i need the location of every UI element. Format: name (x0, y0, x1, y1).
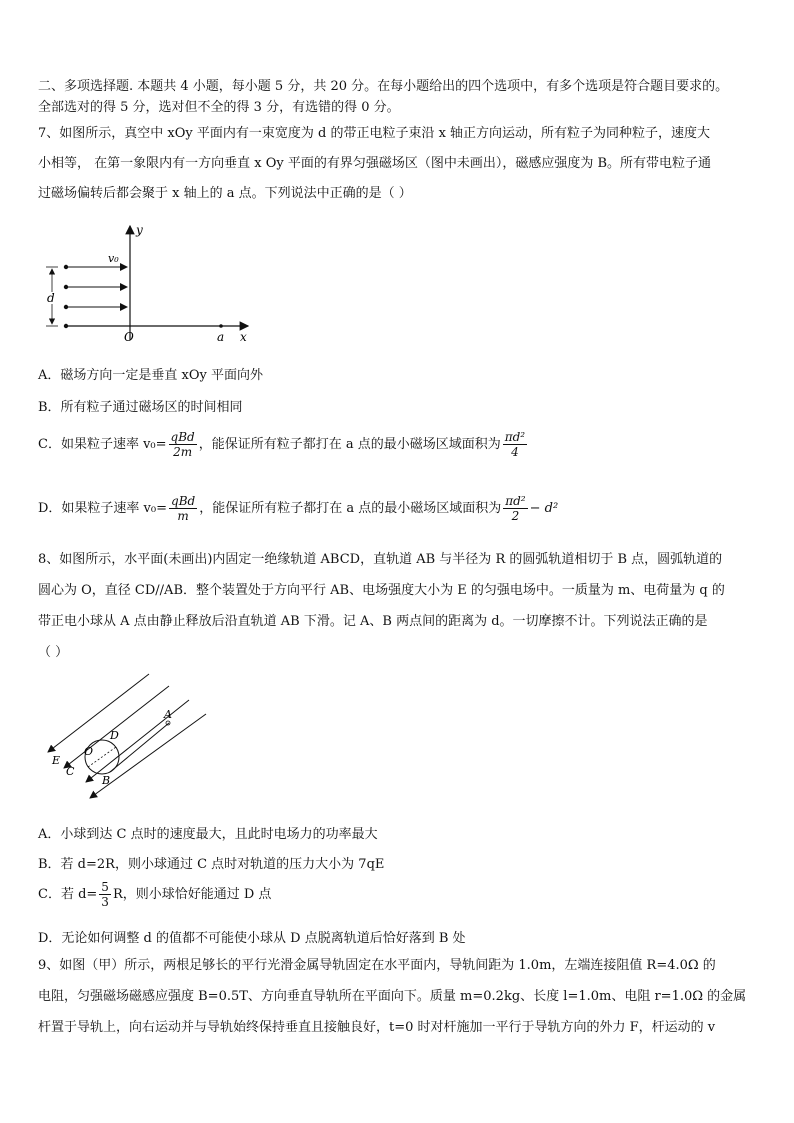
q9-stem-line1: 9、如图（甲）所示，两根足够长的平行光滑金属导轨固定在水平面内，导轨间距为 1.0m，左端连接阻值 R=4.0Ω 的 (38, 958, 716, 973)
label-b: B (102, 774, 111, 787)
field-line-3 (86, 700, 189, 782)
q7-stem-line3: 过磁场偏转后都会聚于 x 轴上的 a 点。下列说法中正确的是（ ） (38, 186, 412, 201)
point-a-label: a (217, 330, 225, 344)
q7-option-d: D．如果粒子速率 v₀= $\frac{\text{qBd}}{m}$ ，能保证所有粒子都打在 a 点的最小磁场区域面积为 $\frac{\text{πd²}}{2}$ − d² (38, 494, 559, 523)
q8-stem-line2: 圆心为 O，直径 CD//AB．整个装置处于方向平行 AB、电场强度大小为 E 的匀强电场中。一质量为 m、电荷量为 q 的 (38, 583, 725, 598)
y-axis-label: y (136, 223, 143, 237)
label-o: O (84, 745, 94, 758)
origin-label: O (124, 330, 134, 344)
label-a: A (164, 708, 172, 721)
q9-stem-line3: 杆置于导轨上，向右运动并与导轨始终保持垂直且接触良好，t=0 时对杆施加一平行于导轨方向的外力 F，杆运动的 v (38, 1020, 716, 1035)
q9-stem-line2: 电阻，匀强磁场磁感应强度 B=0.5T、方向垂直导轨所在平面向下。质量 m=0.2kg、长度 l=1.0m、电阻 r=1.0Ω 的金属 (38, 989, 747, 1004)
q7-option-b: B．所有粒子通过磁场区的时间相同 (38, 400, 243, 415)
q8-stem-line1: 8、如图所示，水平面(未画出)内固定一绝缘轨道 ABCD，直轨道 AB 与半径为 R 的圆弧轨道相切于 B 点，圆弧轨道的 (38, 552, 723, 567)
q8-figure (44, 672, 214, 802)
q7-stem-line2: 小相等， 在第一象限内有一方向垂直 x Oy 平面的有界匀强磁场区（图中未画出），磁感应强度为 B。所有带电粒子通 (38, 156, 712, 171)
label-c: C (66, 765, 75, 778)
q7-figure (38, 222, 258, 344)
q7-option-a: A．磁场方向一定是垂直 xOy 平面向外 (38, 368, 263, 383)
label-d: D (110, 729, 119, 742)
q7-option-c: C．如果粒子速率 v₀= $\frac{\text{qBd}}{2m}$ ，能保证所有粒子都打在 a 点的最小磁场区域面积为 $\frac{\text{πd²}}{4}$ (38, 430, 526, 459)
width-d-label: d (47, 291, 55, 305)
q8-option-a: A．小球到达 C 点时的速度最大，且此时电场力的功率最大 (38, 827, 378, 842)
q8-option-d: D．无论如何调整 d 的值都不可能使小球从 D 点脱离轨道后恰好落到 B 处 (38, 931, 466, 946)
x-axis-label: x (240, 330, 247, 344)
q7-stem-line1: 7、如图所示，真空中 xOy 平面内有一束宽度为 d 的带正电粒子束沿 x 轴正方向运动，所有粒子为同种粒子，速度大 (38, 126, 711, 141)
v0-label: v₀ (108, 252, 119, 265)
q8-stem-line4: （ ） (38, 645, 69, 660)
q8-option-b: B．若 d=2R，则小球通过 C 点时对轨道的压力大小为 7qE (38, 857, 385, 872)
point-a (219, 324, 223, 328)
section-heading-line1: 二、多项选择题. 本题共 4 小题，每小题 5 分，共 20 分。在每小题给出的四个选项中，有多个选项是符合题目要求的。 (38, 79, 729, 94)
q8-stem-line3: 带正电小球从 A 点由静止释放后沿直轨道 AB 下滑。记 A、B 两点间的距离为 d。一切摩擦不计。下列说法正确的是 (38, 614, 708, 629)
label-e: E (52, 754, 61, 767)
section-heading-line2: 全部选对的得 5 分，选对但不全的得 3 分，有选错的得 0 分。 (38, 100, 400, 115)
q8-option-c: C．若 d= $\frac{5}{3}$ R，则小球恰好能通过 D 点 (38, 880, 272, 909)
